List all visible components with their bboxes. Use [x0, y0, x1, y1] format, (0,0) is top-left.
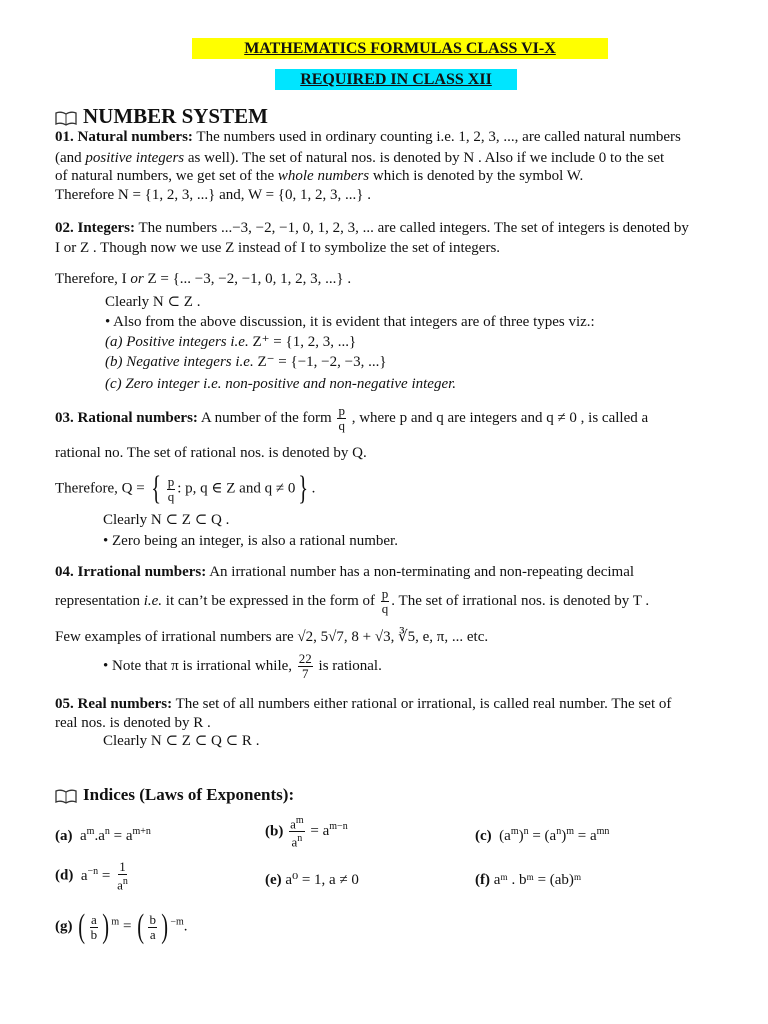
irrational-label: 04. Irrational numbers:	[55, 564, 207, 580]
numerator: a	[90, 911, 97, 927]
natural-line-3	[55, 167, 583, 185]
law-b	[265, 814, 348, 850]
denominator: q	[381, 601, 389, 616]
fraction-p-over-q	[381, 587, 390, 616]
integers-label: 02. Integers:	[55, 220, 135, 236]
text: Therefore, I	[55, 271, 131, 287]
law-label: (f)	[475, 872, 490, 888]
integers-therefore	[55, 270, 351, 288]
text-italic: (a) Positive integers i.e.	[105, 334, 249, 350]
rational-bullet: • Zero being an integer, is also a rational number.	[103, 533, 398, 549]
document-title: MATHEMATICS FORMULAS CLASS VI-X	[192, 38, 608, 59]
rational-line-1	[55, 404, 648, 433]
law-formula: = $a^{m-n}$	[310, 821, 348, 840]
text: representation	[55, 592, 144, 609]
text: Therefore, Q =	[55, 480, 145, 497]
law-a	[55, 823, 151, 845]
text: (and	[55, 150, 86, 166]
law-label: (d)	[55, 867, 74, 884]
integers-line-1	[55, 219, 689, 237]
law-g: (g) ( $\frac{a}{b}$ ) $^m$ = ( $\frac{b}{a}$ ) $^{-m}$.	[55, 908, 188, 945]
text-italic: (b) Negative integers i.e.	[105, 354, 254, 370]
text: A number of the form	[200, 409, 332, 426]
rational-line-2: rational no. The set of rational nos. is denoted by Q.	[55, 445, 367, 461]
law-formula: $(a^m)^n = (a^n)^m = a^{mn}$	[495, 826, 610, 844]
right-brace: }	[298, 470, 309, 507]
rational-label: 03. Rational numbers:	[55, 409, 198, 426]
text: An irrational number has a non-terminating and non-repeating decimal	[209, 564, 635, 580]
denominator: 7	[302, 666, 309, 681]
integers-bullet: • Also from the above discussion, it is evident that integers are of three types viz.:	[105, 314, 595, 330]
text: : p, q ∈ Z and q ≠ 0	[177, 480, 296, 497]
real-line-1	[55, 695, 671, 713]
natural-text: The numbers used in ordinary counting i.e. 1, 2, 3, ..., are called natural numbers	[196, 129, 681, 145]
integers-line-2: I or Z . Though now we use Z instead of I to symbolize the set of integers.	[55, 240, 501, 256]
law-c	[475, 823, 609, 845]
law-f	[475, 871, 581, 889]
integers-type-b	[105, 353, 387, 371]
formula: Z⁺ = {1, 2, 3, ...}	[252, 334, 357, 350]
natural-line-1	[55, 128, 681, 146]
section-heading-indices	[55, 785, 294, 805]
fraction-1-over-an	[116, 860, 129, 892]
right-paren: )	[102, 908, 110, 945]
integers-clearly: Clearly N ⊂ Z .	[105, 294, 201, 310]
section-heading-number-system	[55, 104, 268, 129]
law-e	[265, 871, 359, 889]
natural-line-4: Therefore N = {1, 2, 3, ...} and, W = {0, 1, 2, 3, ...} .	[55, 187, 371, 203]
text: • Note that π is irrational while,	[103, 657, 293, 674]
text: it can’t be expressed in the form of	[162, 592, 376, 609]
left-paren: (	[137, 908, 145, 945]
open-book-icon	[55, 111, 77, 126]
fraction-22-over-7	[298, 652, 313, 681]
heading-text: Indices (Laws of Exponents):	[83, 785, 295, 804]
numerator: p	[167, 473, 175, 489]
law-label: (e)	[265, 872, 282, 888]
natural-line-2	[55, 149, 664, 167]
irrational-note	[103, 652, 382, 681]
heading-text: NUMBER SYSTEM	[83, 104, 268, 128]
law-formula: aᵐ . bᵐ = (ab)ᵐ	[493, 872, 582, 888]
denominator: b	[90, 926, 98, 942]
integers-type-c: (c) Zero integer i.e. non-positive and non-negative integer.	[105, 376, 457, 392]
denominator: $a^n$	[291, 833, 303, 850]
text: which is denoted by the symbol W.	[369, 168, 584, 184]
text: is rational.	[318, 657, 382, 674]
text: . The set of irrational nos. is denoted by T .	[391, 592, 650, 609]
text-italic: whole numbers	[277, 168, 370, 184]
fraction-am-over-an	[289, 814, 305, 850]
open-book-icon	[55, 789, 77, 804]
text: Z = {... −3, −2, −1, 0, 1, 2, 3, ...} .	[143, 271, 352, 287]
text-italic: or	[130, 271, 144, 287]
denominator: $a^n$	[117, 876, 128, 893]
right-paren: )	[161, 908, 169, 945]
irrational-line-2	[55, 587, 649, 616]
irrational-examples: Few examples of irrational numbers are √2, 5√7, 8 + √3, ∛5, e, π, ... etc.	[55, 629, 489, 645]
rational-therefore	[55, 470, 316, 507]
numerator: p	[381, 586, 389, 601]
left-paren: (	[78, 908, 86, 945]
numerator: 22	[298, 651, 312, 666]
numerator: b	[149, 911, 156, 927]
text: .	[311, 480, 316, 497]
real-clearly: Clearly N ⊂ Z ⊂ Q ⊂ R .	[103, 733, 260, 749]
law-formula: a⁰ = 1, a ≠ 0	[285, 872, 359, 888]
formula: Z⁻ = {−1, −2, −3, ...}	[257, 354, 387, 370]
law-label: (a)	[55, 828, 73, 844]
numerator: $a^m$	[290, 815, 304, 832]
real-line-2: real nos. is denoted by R .	[55, 715, 211, 731]
irrational-line-1	[55, 563, 634, 581]
text: The set of all numbers either rational or irrational, is called real number. The set of	[175, 696, 672, 712]
integers-text: The numbers ...−3, −2, −1, 0, 1, 2, 3, ... are called integers. The set of integers is denoted by	[138, 220, 689, 236]
fraction-b-over-a	[148, 913, 157, 942]
text: , where p and q are integers and q ≠ 0 , is called a	[351, 409, 649, 426]
text: as well). The set of natural nos. is denoted by N . Also if we include 0 to the set	[184, 150, 665, 166]
numerator: p	[338, 403, 345, 418]
law-label: (c)	[475, 828, 492, 844]
law-d	[55, 860, 131, 892]
law-formula: $a^m.a^n = a^{m+n}$	[76, 826, 151, 844]
denominator: q	[338, 418, 345, 433]
integers-type-a	[105, 333, 356, 351]
left-brace: {	[151, 470, 162, 507]
document-subtitle: REQUIRED IN CLASS XII	[275, 69, 517, 90]
fraction-p-over-q	[167, 475, 176, 504]
law-formula: $a^{-n}$ =	[77, 865, 111, 884]
text-italic: positive integers	[85, 150, 185, 166]
text-italic: i.e.	[143, 592, 163, 609]
natural-label: 01. Natural numbers:	[55, 129, 193, 145]
rational-clearly: Clearly N ⊂ Z ⊂ Q .	[103, 512, 230, 528]
real-label: 05. Real numbers:	[55, 696, 173, 712]
denominator: q	[167, 488, 175, 504]
text: of natural numbers, we get set of the	[55, 168, 278, 184]
fraction-p-over-q	[337, 404, 346, 433]
law-label: (g)	[55, 918, 73, 935]
denominator: a	[149, 926, 156, 942]
numerator: 1	[119, 859, 126, 874]
fraction-a-over-b	[90, 913, 99, 942]
law-label: (b)	[265, 823, 284, 840]
